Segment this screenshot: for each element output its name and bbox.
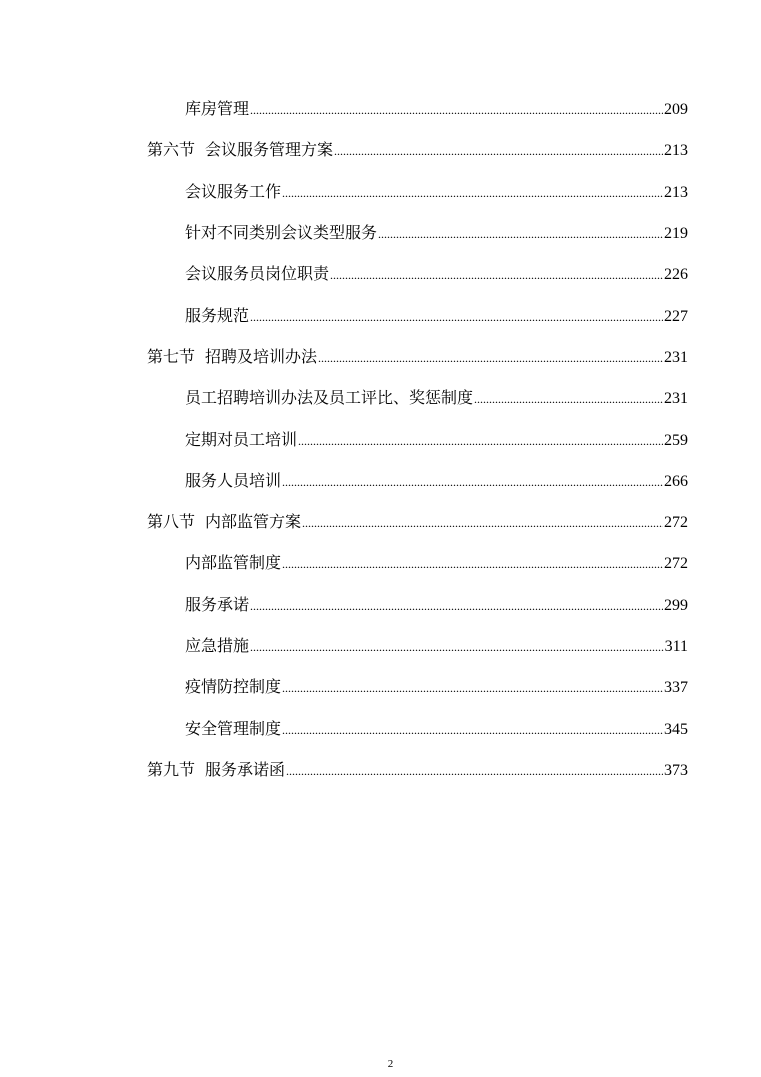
toc-page-number: 299 xyxy=(664,596,688,614)
toc-entry[interactable] xyxy=(0,708,761,749)
toc-entry-content xyxy=(185,430,761,451)
toc-dot-leader xyxy=(250,307,663,327)
toc-page-number: 209 xyxy=(664,101,688,119)
toc-section-label: 第九节 xyxy=(147,759,196,779)
toc-title: 安全管理制度 xyxy=(185,718,282,738)
toc-dot-leader xyxy=(318,348,663,368)
toc-entry-content xyxy=(147,512,761,533)
toc-page-number: 311 xyxy=(664,638,688,655)
toc-section-label: 第七节 xyxy=(147,346,196,366)
toc-page-number: 272 xyxy=(664,514,688,532)
toc-entry[interactable] xyxy=(0,502,761,543)
toc-dot-leader xyxy=(298,431,663,451)
toc-entry[interactable] xyxy=(0,254,761,295)
toc-entry-content xyxy=(185,223,761,244)
toc-dot-leader xyxy=(330,265,663,285)
toc-page-number: 213 xyxy=(664,142,688,160)
table-of-contents xyxy=(0,89,761,791)
toc-page-number: 266 xyxy=(664,472,688,490)
toc-page-number: 231 xyxy=(664,348,688,366)
toc-entry[interactable] xyxy=(0,89,761,130)
toc-entry[interactable] xyxy=(0,172,761,213)
toc-entry[interactable] xyxy=(0,213,761,254)
toc-entry-content xyxy=(185,264,761,285)
toc-dot-leader xyxy=(282,678,663,698)
toc-section-label: 第八节 xyxy=(147,512,196,532)
toc-entry[interactable] xyxy=(0,378,761,419)
toc-entry-content xyxy=(147,760,761,781)
toc-entry-content xyxy=(185,388,761,409)
toc-title: 内部监管制度 xyxy=(185,553,282,573)
toc-title: 定期对员工培训 xyxy=(185,429,298,449)
toc-entry-content xyxy=(185,182,761,203)
toc-title: 内部监管方案 xyxy=(205,512,302,532)
toc-title: 服务规范 xyxy=(185,305,250,325)
toc-title: 服务人员培训 xyxy=(185,470,282,490)
toc-entry-content xyxy=(185,595,761,616)
toc-entry[interactable] xyxy=(0,337,761,378)
toc-dot-leader xyxy=(282,554,663,574)
toc-title: 会议服务工作 xyxy=(185,181,282,201)
toc-title: 服务承诺 xyxy=(185,594,250,614)
toc-entry[interactable] xyxy=(0,750,761,791)
toc-section-label: 第六节 xyxy=(147,140,196,160)
toc-dot-leader xyxy=(250,637,664,657)
toc-entry[interactable] xyxy=(0,667,761,708)
toc-title: 库房管理 xyxy=(185,99,250,119)
toc-entry-content xyxy=(185,471,761,492)
toc-dot-leader xyxy=(282,720,663,740)
toc-page-number: 226 xyxy=(664,266,688,284)
toc-dot-leader xyxy=(286,761,663,781)
toc-page-number: 213 xyxy=(664,183,688,201)
toc-title: 服务承诺函 xyxy=(205,759,286,779)
toc-page-number: 345 xyxy=(664,720,688,738)
toc-dot-leader xyxy=(378,224,663,244)
toc-entry[interactable] xyxy=(0,585,761,626)
toc-entry-content xyxy=(185,719,761,740)
toc-page-number: 373 xyxy=(664,761,688,779)
toc-title: 针对不同类别会议类型服务 xyxy=(185,223,378,243)
toc-dot-leader xyxy=(282,472,663,492)
toc-title: 疫情防控制度 xyxy=(185,677,282,697)
toc-page-number: 231 xyxy=(664,390,688,408)
toc-dot-leader xyxy=(334,141,663,161)
toc-page-number: 219 xyxy=(664,225,688,243)
toc-page-number: 272 xyxy=(664,555,688,573)
toc-dot-leader xyxy=(474,389,663,409)
toc-title: 会议服务管理方案 xyxy=(205,140,334,160)
toc-page-number: 227 xyxy=(664,307,688,325)
toc-title: 招聘及培训办法 xyxy=(205,346,318,366)
toc-dot-leader xyxy=(250,596,663,616)
toc-entry-content xyxy=(185,677,761,698)
toc-entry[interactable] xyxy=(0,461,761,502)
toc-dot-leader xyxy=(302,513,663,533)
toc-dot-leader xyxy=(282,183,663,203)
toc-entry-content xyxy=(147,347,761,368)
toc-entry[interactable] xyxy=(0,543,761,584)
toc-entry[interactable] xyxy=(0,626,761,667)
toc-entry-content xyxy=(147,140,761,161)
toc-entry[interactable] xyxy=(0,295,761,336)
toc-entry[interactable] xyxy=(0,419,761,460)
toc-entry-content xyxy=(185,553,761,574)
toc-title: 会议服务员岗位职责 xyxy=(185,264,330,284)
toc-page-number: 337 xyxy=(664,679,688,697)
toc-entry-content xyxy=(185,636,761,657)
toc-entry[interactable] xyxy=(0,130,761,171)
toc-page-number: 259 xyxy=(664,431,688,449)
toc-dot-leader xyxy=(250,100,663,120)
toc-entry-content xyxy=(185,99,761,120)
toc-entry-content xyxy=(185,306,761,327)
page-number: 2 xyxy=(387,1058,394,1070)
toc-title: 应急措施 xyxy=(185,636,250,655)
toc-title: 员工招聘培训办法及员工评比、奖惩制度 xyxy=(185,388,474,408)
